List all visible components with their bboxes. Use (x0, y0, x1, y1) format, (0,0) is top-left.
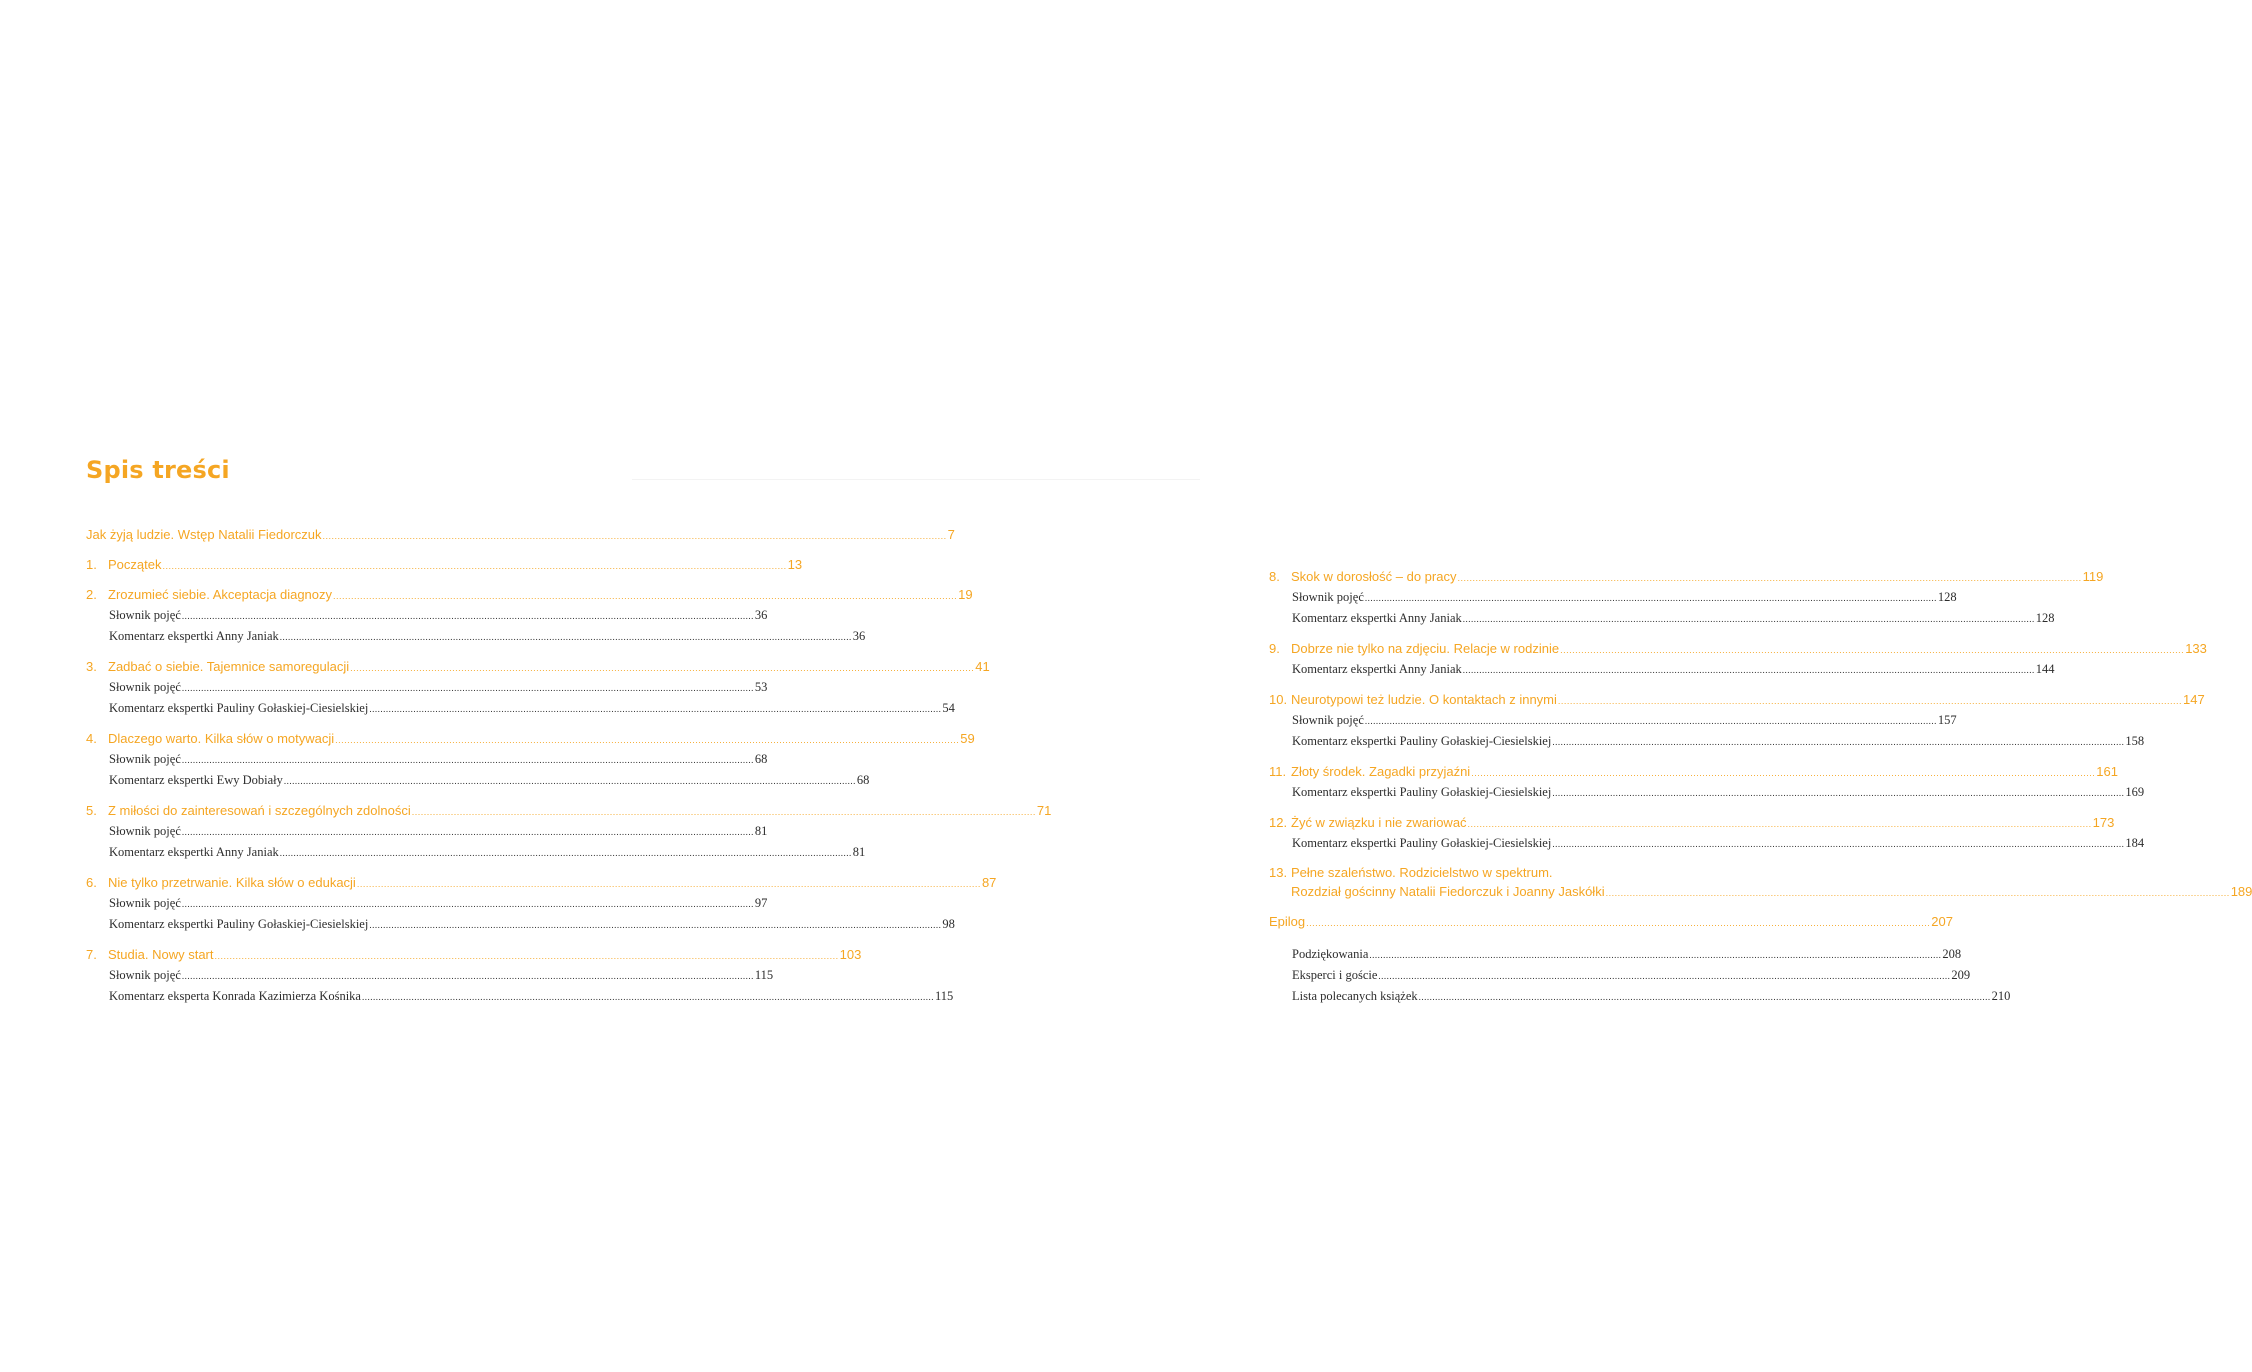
dot-leader (1560, 639, 2184, 652)
toc-chapter-entry[interactable] (1269, 690, 2205, 710)
toc-group (1269, 762, 2145, 803)
toc-group (86, 585, 973, 647)
page-number: 81 (852, 845, 866, 859)
toc-chapter-entry[interactable] (1269, 567, 2104, 587)
chapter-number: 9. (1269, 641, 1280, 656)
toc-sub-entry[interactable] (1269, 608, 2055, 629)
toc-sub-entry[interactable] (1269, 833, 2145, 854)
toc-group (1269, 944, 2011, 1007)
chapter-title: Zrozumieć siebie. Akceptacja diagnozy (108, 587, 333, 602)
toc-group (86, 945, 954, 1007)
sub-entry-title: Komentarz ekspertki Ewy Dobiały (109, 773, 283, 787)
toc-chapter-entry[interactable] (86, 801, 1052, 821)
chapter-number: 3. (86, 659, 97, 674)
dot-leader (1558, 690, 2182, 703)
toc-group (86, 525, 955, 545)
dot-leader (1552, 833, 2124, 846)
page-number: 97 (754, 896, 768, 910)
page-number: 115 (754, 968, 774, 982)
toc-chapter-entry[interactable] (86, 873, 997, 893)
page-number: 103 (839, 947, 862, 962)
toc-group (86, 729, 975, 791)
chapter-title: Studia. Nowy start (108, 947, 214, 962)
sub-entry-title: Słownik pojęć (109, 608, 181, 622)
toc-group (1269, 690, 2205, 752)
toc-chapter-entry[interactable] (1269, 762, 2118, 782)
toc-group (86, 801, 1052, 863)
toc-chapter-entry[interactable] (86, 585, 973, 605)
chapter-number: 12. (1269, 815, 1288, 830)
toc-title: Spis treści (86, 456, 230, 484)
page-number: 13 (787, 557, 803, 572)
sub-entry-title: Słownik pojęć (109, 680, 181, 694)
toc-sub-entry[interactable] (86, 698, 955, 719)
page-number: 68 (754, 752, 768, 766)
dot-leader (1369, 944, 1941, 957)
sub-entry-title: Słownik pojęć (109, 896, 181, 910)
toc-sub-entry[interactable] (86, 821, 768, 842)
sub-entry-title: Lista polecanych książek (1292, 989, 1418, 1003)
dot-leader (1378, 965, 1950, 978)
toc-sub-entry[interactable] (86, 605, 768, 626)
dot-leader (1457, 567, 2081, 580)
toc-sub-entry[interactable] (1269, 944, 1962, 965)
toc-group (86, 657, 990, 719)
page-number: 119 (2082, 569, 2104, 584)
toc-chapter-entry[interactable] (86, 525, 955, 545)
toc-sub-entry[interactable] (86, 626, 866, 647)
page-number: 54 (942, 701, 955, 715)
page-number: 68 (856, 773, 870, 787)
toc-chapter-entry[interactable] (86, 657, 990, 677)
page-number: 36 (754, 608, 768, 622)
toc-sub-entry[interactable] (86, 770, 870, 791)
dot-leader (1463, 659, 2035, 672)
toc-sub-entry[interactable] (1269, 986, 2011, 1007)
sub-entry-title: Komentarz ekspertki Pauliny Gołaskiej-Ciesielskiej (109, 917, 369, 931)
page-number: 128 (2035, 611, 2055, 625)
chapter-number: 2. (86, 587, 97, 602)
toc-group (1269, 813, 2145, 854)
chapter-title: Epilog (1269, 914, 1306, 929)
toc-sub-entry[interactable] (86, 893, 768, 914)
toc-chapter-entry[interactable] (1269, 912, 1953, 932)
dot-leader (1306, 912, 1930, 925)
page-number: 81 (754, 824, 768, 838)
page-number: 7 (947, 527, 955, 542)
dot-leader (1552, 731, 2124, 744)
sub-entry-title: Podziękowania (1292, 947, 1369, 961)
chapter-number: 1. (86, 557, 97, 572)
chapter-number: 7. (86, 947, 97, 962)
sub-entry-title: Komentarz ekspertki Anny Janiak (1292, 662, 1462, 676)
sub-entry-title: Komentarz ekspertki Pauliny Gołaskiej-Ciesielskiej (109, 701, 369, 715)
dot-leader (1419, 986, 1991, 999)
page-number: 169 (2125, 785, 2145, 799)
toc-chapter-entry[interactable] (86, 729, 975, 749)
page-number: 173 (2092, 815, 2115, 830)
page-number: 157 (1937, 713, 1957, 727)
page-number: 53 (754, 680, 768, 694)
chapter-number: 8. (1269, 569, 1280, 584)
sub-entry-title: Komentarz ekspertki Anny Janiak (109, 845, 279, 859)
toc-chapter-entry[interactable] (1269, 813, 2115, 833)
chapter-title: Złoty środek. Zagadki przyjaźni (1291, 764, 1471, 779)
dot-leader (1468, 813, 2092, 826)
toc-group (1269, 567, 2104, 629)
dot-leader (1365, 587, 1937, 600)
page-number: 207 (1931, 914, 1953, 929)
chapter-title: Początek (108, 557, 162, 572)
chapter-title: Dlaczego warto. Kilka słów o motywacji (108, 731, 335, 746)
chapter-number: 4. (86, 731, 97, 746)
sub-entry-title: Słownik pojęć (109, 824, 181, 838)
chapter-number: 6. (86, 875, 97, 890)
toc-sub-entry[interactable] (1269, 587, 1957, 608)
page-number: 133 (2185, 641, 2207, 656)
chapter-title: Żyć w związku i nie zwariować (1291, 815, 1467, 830)
sub-entry-title: Słownik pojęć (1292, 590, 1364, 604)
toc-chapter-entry[interactable] (86, 945, 862, 965)
page-number: 71 (1036, 803, 1052, 818)
toc-sub-entry[interactable] (86, 986, 954, 1007)
page-number: 19 (958, 587, 973, 602)
page-number: 161 (2096, 764, 2118, 779)
sub-entry-title: Komentarz ekspertki Pauliny Gołaskiej-Ciesielskiej (1292, 836, 1552, 850)
page-number: 115 (934, 989, 954, 1003)
chapter-number: 13. (1269, 865, 1288, 880)
left-page (0, 0, 1052, 1372)
sub-entry-title: Komentarz eksperta Konrada Kazimierza Kośnika (109, 989, 361, 1003)
chapter-title: Nie tylko przetrwanie. Kilka słów o edukacji (108, 875, 356, 890)
chapter-title: Zadbać o siebie. Tajemnice samoregulacji (108, 659, 350, 674)
toc-sub-entry[interactable] (1269, 965, 1971, 986)
sub-entry-title: Eksperci i goście (1292, 968, 1378, 982)
dot-leader (1471, 762, 2095, 775)
toc-group (86, 873, 997, 935)
dot-leader (1463, 608, 2035, 621)
toc-chapter-entry[interactable] (86, 555, 803, 575)
toc-sub-entry[interactable] (86, 749, 768, 770)
toc-chapter-entry[interactable] (1269, 639, 2207, 659)
sub-entry-title: Komentarz ekspertki Anny Janiak (1292, 611, 1462, 625)
page-number: 189 (2230, 884, 2252, 899)
page-number: 208 (1942, 947, 1962, 961)
page-number: 158 (2125, 734, 2145, 748)
page-number: 59 (960, 731, 975, 746)
dot-leader (1606, 882, 2230, 895)
chapter-number: 11. (1269, 764, 1287, 779)
toc-sub-entry[interactable] (86, 914, 955, 935)
page-number: 210 (1991, 989, 2011, 1003)
page-number: 209 (1951, 968, 1971, 982)
chapter-title: Rozdział gościnny Natalii Fiedorczuk i Joanny Jaskółki (1291, 884, 1605, 899)
sub-entry-title: Komentarz ekspertki Anny Janiak (109, 629, 279, 643)
toc-sub-entry[interactable] (1269, 731, 2145, 752)
sub-entry-title: Słownik pojęć (109, 752, 181, 766)
toc-left-column (86, 525, 1052, 1017)
page-number: 144 (2035, 662, 2055, 676)
toc-group (1269, 864, 2252, 902)
chapter-number: 5. (86, 803, 97, 818)
toc-group (1269, 639, 2207, 680)
chapter-title: Z miłości do zainteresowań i szczególnych zdolności (108, 803, 411, 818)
sub-entry-title: Komentarz ekspertki Pauliny Gołaskiej-Ciesielskiej (1292, 785, 1552, 799)
page-number: 98 (942, 917, 955, 931)
page-number: 147 (2183, 692, 2205, 707)
page-number: 128 (1937, 590, 1957, 604)
chapter-title: Neurotypowi też ludzie. O kontaktach z innymi (1291, 692, 1557, 707)
page-number: 36 (852, 629, 866, 643)
toc-sub-entry[interactable] (1269, 782, 2145, 803)
chapter-title: Pełne szaleństwo. Rodzicielstwo w spektrum. (1291, 865, 1553, 880)
toc-sub-entry[interactable] (86, 677, 768, 698)
chapter-title: Skok w dorosłość – do pracy (1291, 569, 1457, 584)
toc-chapter-entry[interactable] (1269, 882, 2252, 902)
toc-right-column (1269, 567, 2252, 1017)
page-number: 87 (981, 875, 997, 890)
toc-sub-entry[interactable] (1269, 659, 2055, 680)
chapter-title: Dobrze nie tylko na zdjęciu. Relacje w rodzinie (1291, 641, 1560, 656)
dot-leader (1552, 782, 2124, 795)
chapter-title-line1[interactable] (1269, 864, 1718, 882)
toc-group (1269, 912, 1953, 932)
right-page (600, 0, 2252, 1372)
sub-entry-title: Komentarz ekspertki Pauliny Gołaskiej-Ciesielskiej (1292, 734, 1552, 748)
page-number: 41 (975, 659, 990, 674)
toc-sub-entry[interactable] (86, 842, 866, 863)
chapter-number: 10. (1269, 692, 1288, 707)
dot-leader (1365, 710, 1937, 723)
toc-sub-entry[interactable] (86, 965, 774, 986)
page-number: 184 (2125, 836, 2145, 850)
sub-entry-title: Słownik pojęć (1292, 713, 1364, 727)
toc-group (86, 555, 803, 575)
sub-entry-title: Słownik pojęć (109, 968, 181, 982)
chapter-title: Jak żyją ludzie. Wstęp Natalii Fiedorczuk (86, 527, 322, 542)
toc-sub-entry[interactable] (1269, 710, 1957, 731)
